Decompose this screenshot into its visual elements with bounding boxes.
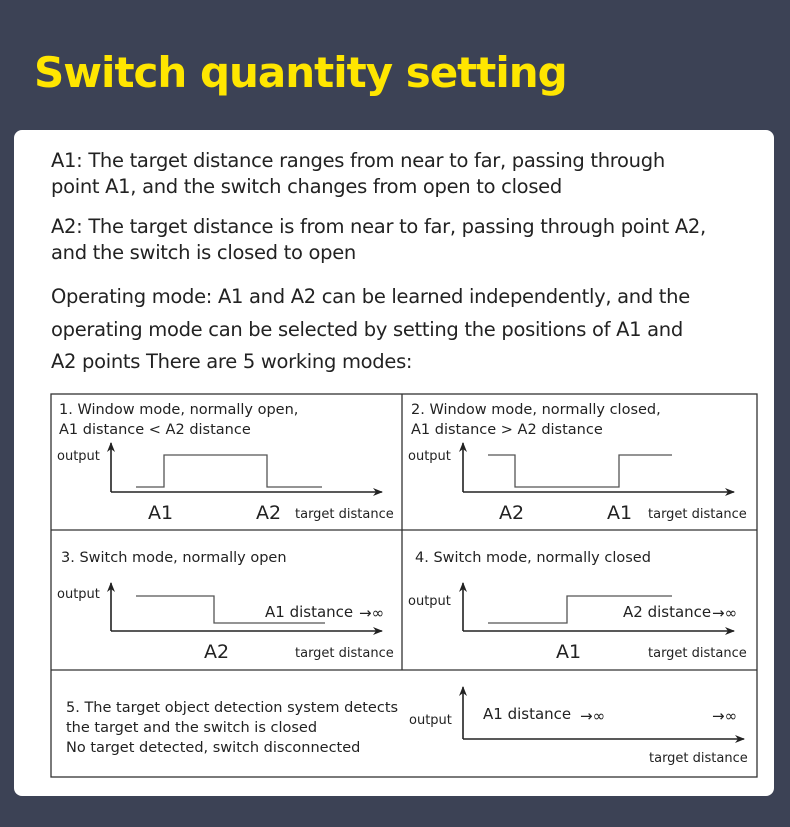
mode-1-caption-line-2: A1 distance < A2 distance (59, 422, 251, 438)
mode-1-point-a2: A2 (256, 502, 282, 524)
mode-5-range-mid: →∞ (580, 707, 606, 725)
mode-line-2: operating mode can be selected by setting the positions of A1 and (51, 317, 683, 341)
working-modes-diagram (50, 393, 758, 778)
a2-line-2: and the switch is closed to open (51, 241, 356, 264)
mode-2-cell (408, 402, 747, 524)
mode-3-y-label: output (57, 587, 100, 602)
mode-5-range-label: A1 distance (483, 705, 572, 723)
mode-1-x-label: target distance (295, 507, 394, 522)
mode-4-point-a1: A1 (556, 641, 582, 663)
mode-4-x-label: target distance (648, 646, 747, 661)
mode-4-range-label: A2 distance (623, 603, 712, 621)
a2-line-1: A2: The target distance is from near to far, passing through point A2, (51, 215, 706, 238)
a1-description (51, 148, 665, 200)
mode-4-cell (408, 550, 747, 663)
mode-3-cell (57, 550, 394, 663)
mode-3-range-label: A1 distance (265, 603, 354, 621)
mode-line-3: A2 points There are 5 working modes: (51, 350, 413, 373)
mode-5-caption-line-2: the target and the switch is closed (66, 720, 318, 736)
mode-4-range-suffix: →∞ (712, 604, 738, 622)
operating-mode-description (51, 281, 690, 379)
mode-2-point-a1: A1 (607, 502, 633, 524)
mode-5-cell (66, 687, 748, 766)
mode-1-y-label: output (57, 449, 100, 464)
mode-3-point-a2: A2 (204, 641, 230, 663)
mode-1-cell (57, 402, 394, 524)
mode-1-caption-line-1: 1. Window mode, normally open, (59, 402, 299, 418)
mode-2-caption-line-1: 2. Window mode, normally closed, (411, 402, 661, 418)
mode-5-range-end: →∞ (712, 707, 738, 725)
mode-2-x-label: target distance (648, 507, 747, 522)
mode-3-caption: 3. Switch mode, normally open (61, 550, 287, 566)
mode-1-point-a1: A1 (148, 502, 174, 524)
mode-4-y-label: output (408, 594, 451, 609)
mode-5-x-label: target distance (649, 751, 748, 766)
mode-3-x-label: target distance (295, 646, 394, 661)
mode-5-caption-line-3: No target detected, switch disconnected (66, 740, 361, 756)
mode-line-1: Operating mode: A1 and A2 can be learned independently, and the (51, 285, 690, 308)
mode-2-y-label: output (408, 449, 451, 464)
mode-4-caption: 4. Switch mode, normally closed (415, 550, 651, 566)
mode-5-caption-line-1: 5. The target object detection system detects (66, 700, 399, 716)
a1-line-2: point A1, and the switch changes from open to closed (51, 175, 562, 198)
mode-2-point-a2: A2 (499, 502, 525, 524)
mode-2-signal (488, 455, 672, 487)
mode-3-range-suffix: →∞ (359, 604, 385, 622)
mode-5-y-label: output (409, 713, 452, 728)
page-title: Switch quantity setting (34, 48, 567, 97)
mode-2-caption-line-2: A1 distance > A2 distance (411, 422, 603, 438)
a2-description (51, 214, 706, 266)
mode-1-signal (136, 455, 322, 487)
a1-line-1: A1: The target distance ranges from near to far, passing through (51, 149, 665, 172)
